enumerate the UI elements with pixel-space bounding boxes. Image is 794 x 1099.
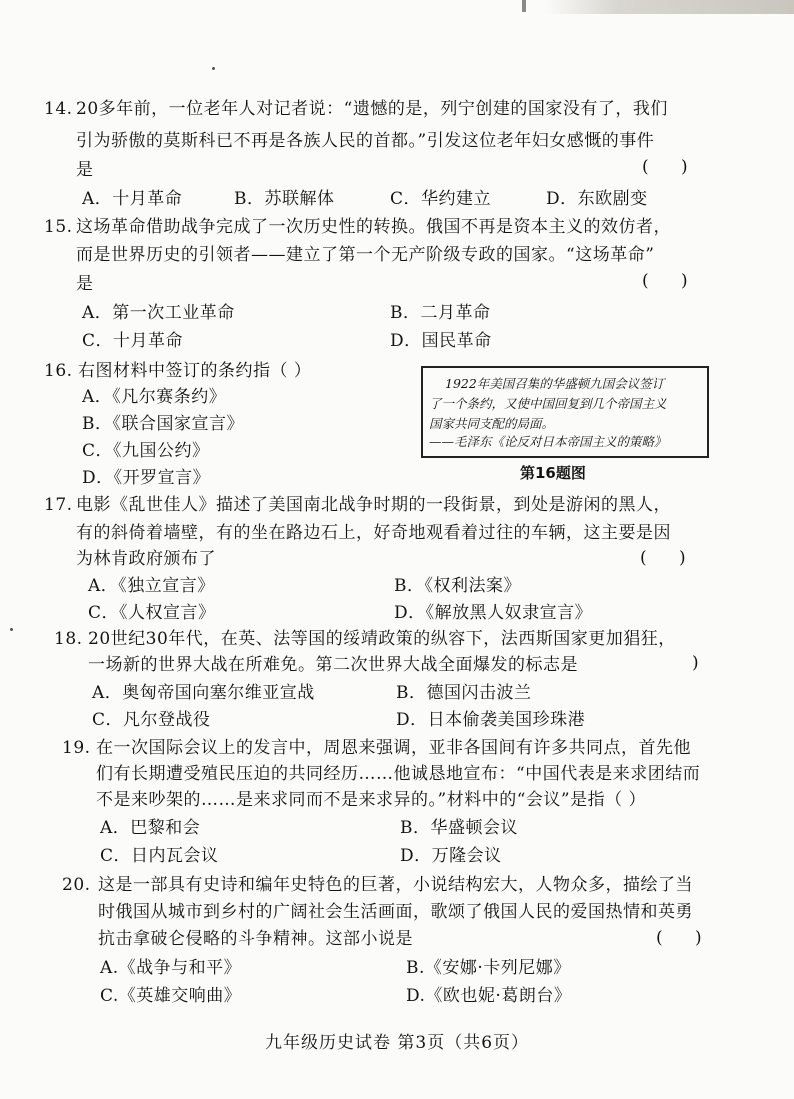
option-a: A．巴黎和会: [100, 818, 201, 838]
scan-speck: [212, 67, 215, 70]
option-c: C．凡尔登战役: [92, 710, 211, 730]
option-d: D．《开罗宣言》: [82, 468, 211, 488]
question-text-line: 电影《乱世佳人》描述了美国南北战争时期的一段街景，到处是游闲的黑人，: [76, 495, 671, 515]
answer-parenthesis: ( ): [642, 271, 688, 291]
scan-speck: [10, 628, 13, 631]
figure-text-line: 国家共同支配的局面。: [429, 416, 555, 431]
option-b: B．苏联解体: [234, 189, 335, 209]
option-c: C．《人权宣言》: [88, 603, 216, 623]
question-text-line: 时俄国从城市到乡村的广阔社会生活画面，歌颂了俄国人民的爱国热情和英勇: [98, 902, 693, 922]
option-a: A．《凡尔赛条约》: [82, 387, 227, 407]
option-d: D．国民革命: [390, 331, 492, 351]
question-text-line: 20多年前，一位老年人对记者说：“遗憾的是，列宁创建的国家没有了，我们: [76, 99, 668, 119]
answer-parenthesis: ( ): [656, 928, 702, 948]
option-a: A．《独立宣言》: [88, 576, 215, 596]
question-text-line: 为林肯政府颁布了: [76, 549, 216, 569]
scan-edge-shadow: [544, 0, 794, 14]
question-number: 20.: [62, 875, 91, 895]
question-text-line: 在一次国际会议上的发言中，周恩来强调，亚非各国间有许多共同点，首先他: [96, 738, 691, 758]
option-d: D.《欧也妮·葛朗台》: [406, 986, 572, 1006]
question-text-line: 们有长期遭受殖民压迫的共同经历……他诚恳地宣布：“中国代表是来求团结而: [96, 764, 701, 784]
question-text-line: 有的斜倚着墙壁，有的坐在路边石上，好奇地观看着过往的车辆，这主要是因: [76, 523, 671, 543]
question-text-line: 不是来吵架的……是来求同而不是来求异的。”材料中的“会议”是指（ ）: [96, 790, 646, 810]
option-c: C．《九国公约》: [82, 441, 210, 461]
question-text-line: 是: [76, 274, 94, 294]
figure-caption: 第16题图: [520, 464, 586, 482]
option-c: C.《英雄交响曲》: [100, 986, 242, 1006]
question-number: 15.: [44, 217, 73, 237]
page-footer: 九年级历史试卷 第3页（共6页）: [264, 1033, 530, 1053]
option-a: A．奥匈帝国向塞尔维亚宣战: [92, 683, 315, 703]
option-b: B．《权利法案》: [394, 576, 521, 596]
answer-parenthesis: ( ): [640, 548, 686, 568]
question-text-line: 抗击拿破仑侵略的斗争精神。这部小说是: [98, 929, 413, 949]
figure-attribution: ——毛泽东《论反对日本帝国主义的策略》: [429, 434, 667, 449]
question-text-line: 这场革命借助战争完成了一次历史性的转换。俄国不再是资本主义的效仿者，: [76, 217, 671, 237]
figure-quote-box: [421, 366, 709, 458]
option-c: C．十月革命: [82, 331, 184, 351]
question-text-line: 20世纪30年代，在英、法等国的绥靖政策的纵容下，法西斯国家更加猖狂，: [88, 629, 676, 649]
answer-parenthesis: ( ): [642, 157, 688, 177]
question-text-line: 而是世界历史的引领者——建立了第一个无产阶级专政的国家。“这场革命”: [76, 245, 655, 265]
question-number: 16.: [44, 361, 73, 381]
question-text-line: 是: [76, 160, 94, 180]
option-d: D．万隆会议: [400, 846, 502, 866]
option-b: B．华盛顿会议: [400, 818, 518, 838]
figure-text-line: 了一个条约，又使中国回复到几个帝国主义: [429, 396, 667, 411]
question-text-line: 这是一部具有史诗和编年史特色的巨著，小说结构宏大，人物众多，描绘了当: [98, 875, 693, 895]
question-number: 19.: [62, 738, 91, 758]
option-a: A．十月革命: [82, 189, 183, 209]
option-a: A.《战争与和平》: [100, 958, 242, 978]
option-b: B.《安娜·卡列尼娜》: [406, 958, 571, 978]
option-c: C．华约建立: [390, 189, 492, 209]
option-b: B．二月革命: [390, 303, 491, 323]
scan-edge-mark: [522, 0, 526, 12]
question-text-line: 一场新的世界大战在所难免。第二次世界大战全面爆发的标志是: [88, 655, 578, 675]
question-text-line: 右图材料中签订的条约指（ ）: [78, 361, 312, 381]
option-d: D．日本偷袭美国珍珠港: [396, 710, 586, 730]
question-number: 14.: [44, 99, 73, 119]
option-a: A．第一次工业革命: [82, 303, 235, 323]
option-d: D．《解放黑人奴隶宣言》: [394, 603, 593, 623]
answer-parenthesis: ): [692, 653, 699, 673]
figure-text-line: 1922年美国召集的华盛顿九国会议签订: [445, 376, 665, 391]
question-text-line: 引为骄傲的莫斯科已不再是各族人民的首都。”引发这位老年妇女感慨的事件: [76, 131, 655, 151]
option-d: D．东欧剧变: [546, 189, 648, 209]
option-b: B．《联合国家宣言》: [82, 414, 244, 434]
question-number: 18.: [54, 629, 83, 649]
question-number: 17.: [44, 495, 73, 515]
option-c: C．日内瓦会议: [100, 846, 219, 866]
option-b: B．德国闪击波兰: [396, 683, 532, 703]
